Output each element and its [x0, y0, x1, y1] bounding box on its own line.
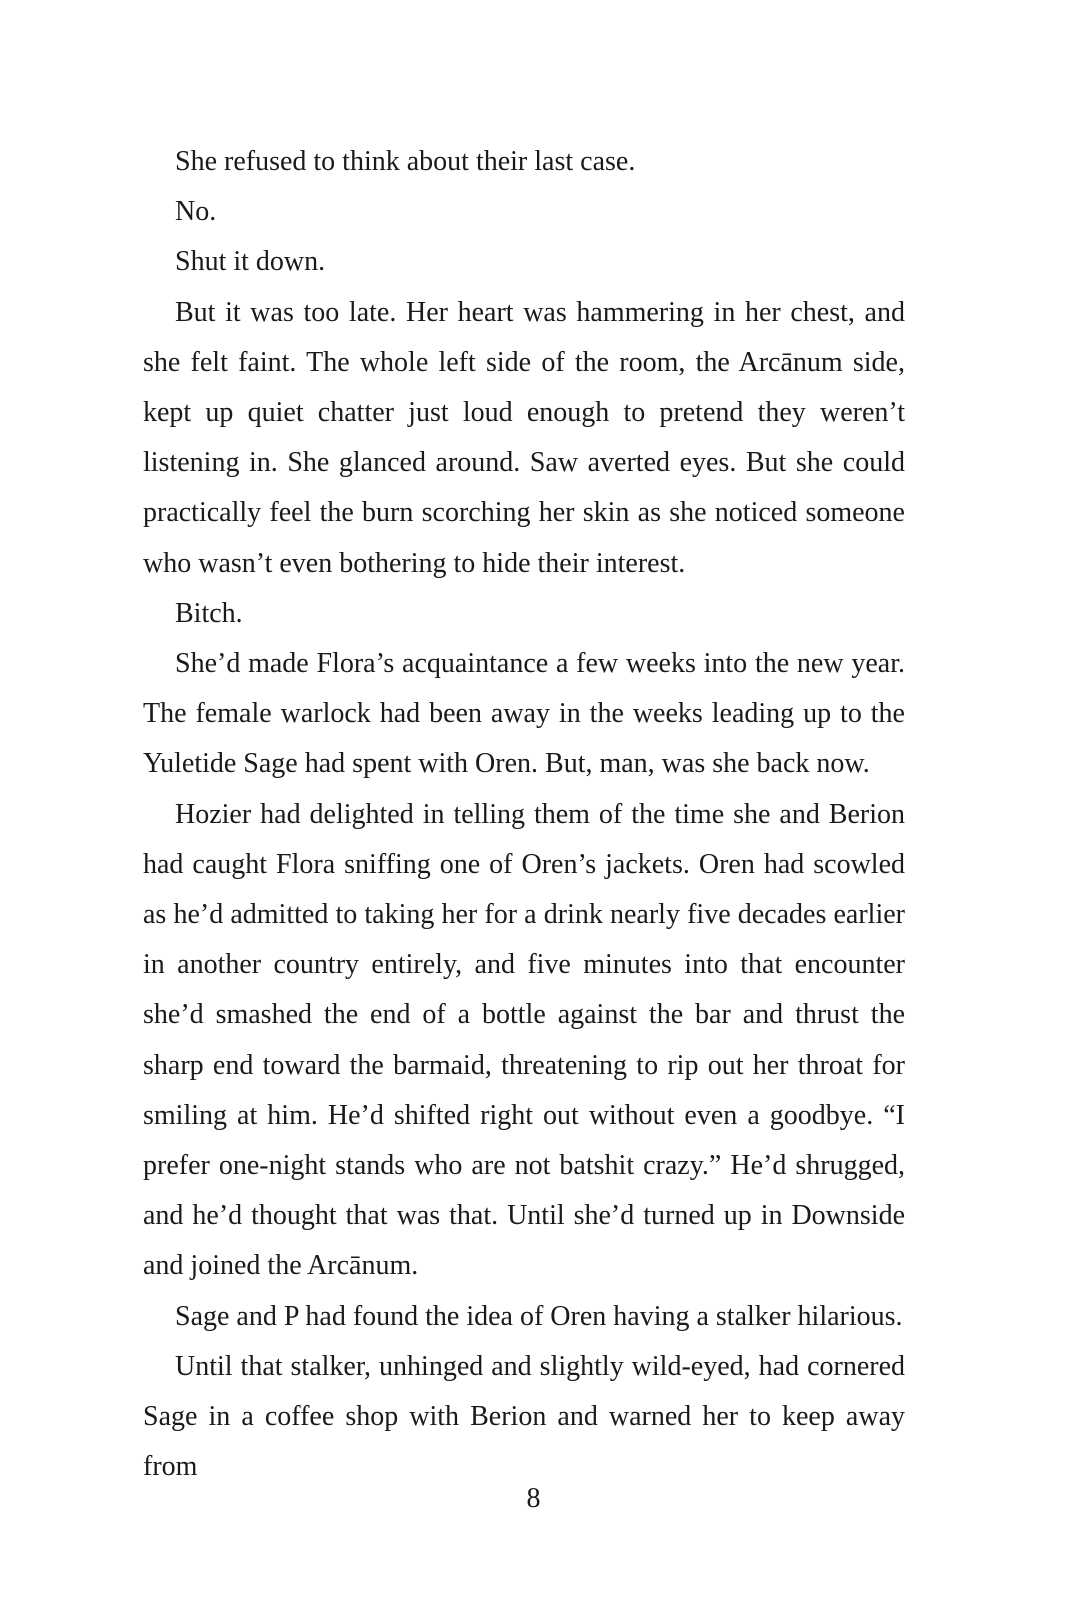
- paragraph: But it was too late. Her heart was hammering in her chest, and she felt faint. The whole left side of the room, the Arcānum side, kept up quiet chatter just loud enough to pretend they weren’t listening in. She glanced around. Saw averted eyes. But she could practically feel the burn scorching her skin as she noticed someone who wasn’t even bothering to hide their interest.: [143, 296, 905, 579]
- paragraph: She refused to think about their last case.: [175, 146, 636, 177]
- paragraph: She’d made Flora’s acquaintance a few weeks into the new year. The female warlock had been away in the weeks leading up to the Yuletide Sage had spent with Oren. But, man, was she back now.: [143, 648, 905, 780]
- body-text: [143, 137, 905, 1492]
- paragraph: Sage and P had found the idea of Oren having a stalker hilarious.: [175, 1300, 903, 1332]
- paragraph: Shut it down.: [175, 246, 326, 278]
- page-number: 8: [526, 1483, 541, 1514]
- paragraph: Hozier had delighted in telling them of the time she and Berion had caught Flora sniffing one of Oren’s jackets. Oren had scowled as he’d admitted to taking her for a drink nearly five decades earlier in another country entirely, and five minutes into that encounter she’d smashed the end of a bottle against the bar and thrust the sharp end toward the barmaid, threatening to rip out her throat for smiling at him. He’d shifted right out without even a goodbye. “I prefer one-night stands who are not batshit crazy.” He’d shrugged, and he’d thought that was that. Until she’d turned up in Downside and joined the Arcānum.: [143, 798, 905, 1282]
- paragraph: No.: [175, 196, 217, 228]
- paragraph: Bitch.: [175, 597, 243, 629]
- paragraph: Until that stalker, unhinged and slightly wild-eyed, had cornered Sage in a coffee shop with Berion and warned her to keep away from: [143, 1350, 905, 1483]
